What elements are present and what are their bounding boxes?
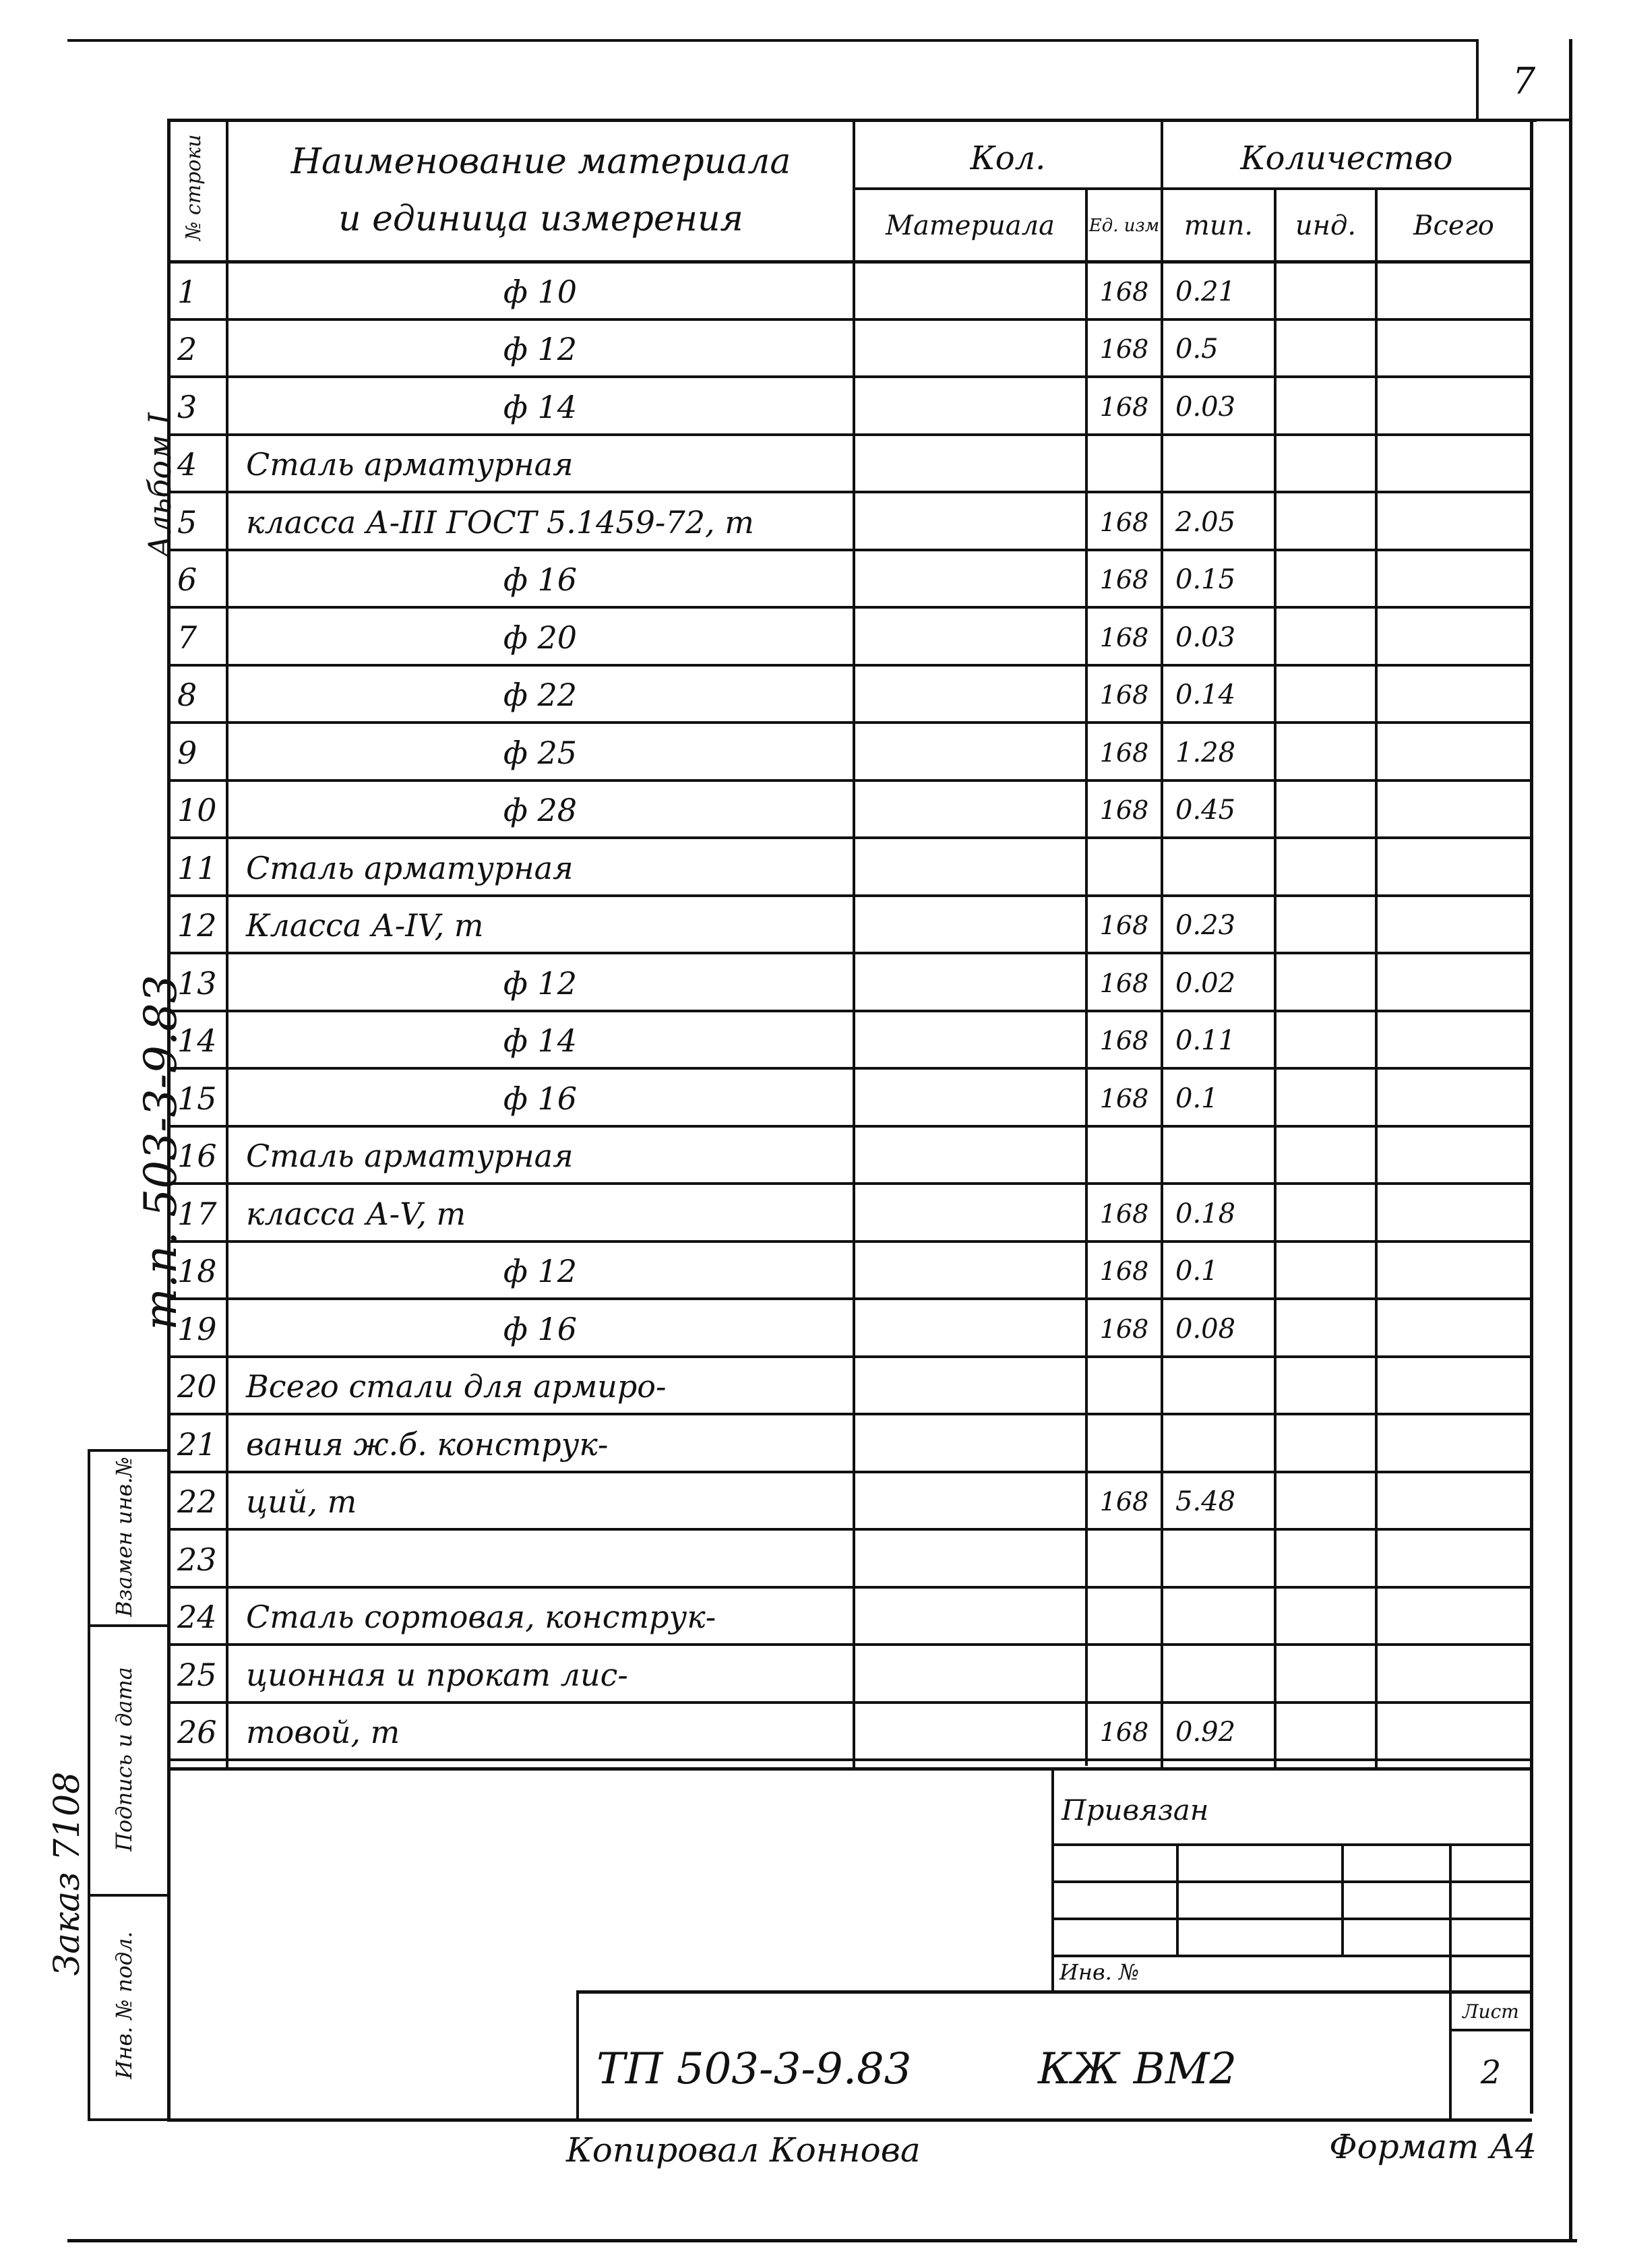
row-tip: 2.05	[1175, 506, 1236, 538]
row-name: ционная и прокат лис-	[246, 1656, 628, 1693]
row-unit: 168	[1099, 1314, 1149, 1344]
row-unit: 168	[1099, 1717, 1149, 1748]
table-row	[171, 667, 1530, 725]
header-ind: инд.	[1295, 210, 1357, 241]
header-total: Всего	[1413, 210, 1494, 241]
row-number: 20	[177, 1368, 217, 1405]
table-row	[171, 1185, 1530, 1243]
row-unit: 168	[1099, 680, 1149, 710]
row-unit: 168	[1099, 565, 1149, 595]
table-row	[171, 1531, 1530, 1589]
row-tip: 0.02	[1175, 967, 1236, 999]
stamp-code: ТП 503-3-9.83	[596, 2044, 912, 2094]
row-tip: 0.03	[1175, 391, 1236, 423]
row-unit: 168	[1099, 737, 1149, 768]
row-name: Сталь арматурная	[246, 446, 574, 483]
row-number: 24	[177, 1599, 217, 1636]
stamp-privyazan-left	[1051, 1769, 1054, 1991]
row-number: 14	[177, 1022, 217, 1060]
row-number: 2	[177, 331, 197, 368]
row-tip	[1163, 1132, 1286, 1182]
row-unit	[1088, 1362, 1161, 1412]
row-divider	[171, 1758, 1530, 1761]
row-unit	[1088, 1650, 1161, 1700]
row-unit: 168	[1099, 392, 1149, 422]
table-row	[171, 1358, 1530, 1416]
table-row	[171, 551, 1530, 609]
header-tip: тип.	[1183, 210, 1254, 241]
row-number: 26	[177, 1714, 217, 1751]
table-row	[171, 321, 1530, 379]
row-name: ф 12	[503, 1253, 578, 1290]
stamp-mark: КЖ ВМ2	[1038, 2044, 1237, 2094]
row-tip: 0.23	[1175, 910, 1236, 942]
header-kol: Кол.	[970, 140, 1046, 177]
row-unit: 168	[1099, 968, 1149, 998]
row-tip	[1163, 843, 1286, 893]
row-tip: 0.45	[1175, 795, 1236, 826]
table-row	[171, 1415, 1530, 1473]
header-ed-izm: Ед. изм	[1088, 216, 1160, 236]
row-unit: 168	[1099, 911, 1149, 941]
side-stamp-bottom	[88, 2118, 168, 2121]
row-unit	[1088, 843, 1161, 893]
stamp-col2-line	[1341, 1843, 1344, 1955]
row-name: Сталь сортовая, конструк-	[246, 1599, 716, 1636]
sheet-number: 7	[1512, 59, 1536, 102]
row-unit	[1088, 440, 1161, 490]
row-tip	[1163, 440, 1286, 490]
row-number: 16	[177, 1138, 217, 1175]
table-row	[171, 1128, 1530, 1186]
header-mid-line-kol	[853, 187, 1163, 190]
row-tip: 0.15	[1175, 564, 1236, 596]
row-tip	[1163, 1535, 1286, 1585]
row-tip: 0.14	[1175, 679, 1236, 711]
row-number: 23	[177, 1541, 217, 1578]
rows-bottom-line	[167, 1767, 1532, 1771]
table-row	[171, 609, 1530, 667]
header-row-no: № строки	[182, 134, 206, 241]
footer-format: Формат А4	[1329, 2127, 1537, 2166]
table-row	[171, 839, 1530, 897]
row-name: ф 12	[503, 331, 578, 368]
table-row	[171, 1012, 1530, 1070]
row-name: ф 16	[503, 1080, 578, 1117]
row-tip	[1163, 1593, 1286, 1643]
side-stamp-div2	[88, 1894, 168, 1897]
row-name: Сталь арматурная	[246, 849, 574, 886]
side-album-label: Альбом I	[142, 412, 178, 558]
table-row	[171, 1473, 1530, 1531]
header-mid-line-qty	[1163, 187, 1532, 190]
footer-copied: Копировал Коннова	[566, 2131, 921, 2170]
row-tip	[1163, 1419, 1286, 1469]
row-name: Класса А-IV, т	[246, 907, 484, 944]
row-tip: 0.03	[1175, 621, 1236, 653]
row-tip: 0.08	[1175, 1313, 1236, 1345]
row-name: ций, т	[246, 1483, 357, 1521]
row-name: ф 16	[503, 561, 578, 599]
row-number: 1	[177, 273, 197, 310]
table-row	[171, 1646, 1530, 1704]
table-row	[171, 436, 1530, 494]
row-tip: 1.28	[1175, 737, 1236, 768]
row-unit	[1088, 1419, 1161, 1469]
table-row	[171, 954, 1530, 1012]
row-name: класса А-V, т	[246, 1195, 466, 1232]
table-row	[171, 378, 1530, 436]
stamp-list-mid	[1449, 2029, 1532, 2031]
row-number: 18	[177, 1253, 217, 1290]
row-number: 12	[177, 907, 217, 944]
side-vzamen-label: Взамен инв.№	[111, 1457, 137, 1617]
stamp-privyazan: Привязан	[1061, 1793, 1209, 1827]
header-qty: Количество	[1240, 140, 1453, 177]
table-row	[171, 724, 1530, 782]
stamp-row2-line	[1053, 1880, 1533, 1883]
row-unit: 168	[1099, 1198, 1149, 1229]
table-row	[171, 782, 1530, 840]
side-podpis-label: Подпись и дата	[111, 1667, 137, 1851]
row-name: ф 16	[503, 1310, 578, 1347]
table-row	[171, 263, 1530, 321]
row-name: ф 20	[503, 619, 578, 656]
stamp-main-top	[576, 1990, 1532, 1994]
row-number: 3	[177, 388, 197, 425]
table-row	[171, 493, 1530, 551]
row-number: 15	[177, 1080, 217, 1117]
stamp-main-left	[576, 1990, 579, 2120]
header-material: Материала	[886, 210, 1055, 241]
row-name: ф 25	[503, 734, 578, 771]
side-tp-label: т.п. 503-3-9.83	[135, 975, 187, 1330]
row-unit: 168	[1099, 507, 1149, 537]
row-tip: 0.11	[1175, 1025, 1236, 1057]
row-tip: 0.1	[1175, 1082, 1219, 1114]
row-number: 10	[177, 792, 217, 829]
row-tip: 0.18	[1175, 1198, 1236, 1229]
row-unit: 168	[1099, 276, 1149, 307]
row-number: 21	[177, 1426, 217, 1463]
row-tip: 0.5	[1175, 334, 1219, 365]
stamp-row3-line	[1053, 1918, 1533, 1920]
row-tip: 0.21	[1175, 276, 1236, 307]
stamp-col1-line	[1176, 1843, 1179, 1955]
row-name	[228, 1535, 869, 1585]
row-name: Всего стали для армиро-	[246, 1368, 667, 1405]
row-name: ф 14	[503, 388, 578, 425]
row-unit: 168	[1099, 795, 1149, 826]
frame-bottom-line	[67, 2239, 1577, 2242]
row-unit: 168	[1099, 1487, 1149, 1517]
row-name: класса А-III ГОСТ 5.1459-72, т	[246, 503, 754, 541]
row-name: ф 28	[503, 792, 578, 829]
row-name: ф 10	[503, 273, 578, 310]
row-number: 17	[177, 1195, 217, 1232]
header-name-line1: Наименование материала	[290, 142, 791, 182]
table-row	[171, 1704, 1530, 1762]
row-name: Сталь арматурная	[246, 1138, 574, 1175]
row-number: 19	[177, 1310, 217, 1347]
row-number: 13	[177, 964, 217, 1002]
row-unit	[1088, 1535, 1161, 1585]
row-name: ф 12	[503, 964, 578, 1002]
row-number: 6	[177, 561, 197, 599]
table-top-line	[167, 119, 1537, 122]
table-row	[171, 1300, 1530, 1358]
table-row	[171, 897, 1530, 955]
row-tip	[1163, 1362, 1286, 1412]
stamp-inv-no: Инв. №	[1059, 1959, 1140, 1985]
side-stamp-div1	[88, 1624, 168, 1627]
table-row	[171, 1589, 1530, 1647]
stamp-list-no: 2	[1480, 2054, 1502, 2091]
row-unit: 168	[1099, 1026, 1149, 1056]
row-number: 22	[177, 1483, 217, 1521]
table-row	[171, 1243, 1530, 1301]
row-name: товой, т	[246, 1714, 400, 1751]
row-unit	[1088, 1132, 1161, 1182]
row-number: 25	[177, 1656, 217, 1693]
row-tip	[1163, 1650, 1286, 1700]
row-number: 7	[177, 619, 197, 656]
row-number: 8	[177, 677, 197, 714]
row-tip: 0.92	[1175, 1717, 1236, 1748]
frame-top-line	[67, 39, 1476, 42]
row-name: вания ж.б. конструк-	[246, 1426, 609, 1463]
row-tip: 5.48	[1175, 1486, 1236, 1518]
row-number: 5	[177, 503, 197, 541]
side-order-label: Заказ 7108	[47, 1771, 88, 1976]
stamp-list-label: Лист	[1463, 2000, 1519, 2023]
row-unit: 168	[1099, 1256, 1149, 1287]
row-number: 11	[177, 849, 217, 886]
row-name: ф 14	[503, 1022, 578, 1060]
side-inv-label: Инв. № подл.	[111, 1931, 137, 2079]
header-name-line2: и единица измерения	[338, 199, 743, 239]
table-row	[171, 1070, 1530, 1128]
stamp-row1-line	[1053, 1843, 1533, 1846]
row-unit	[1088, 1593, 1161, 1643]
row-number: 4	[177, 446, 197, 483]
row-unit: 168	[1099, 622, 1149, 652]
row-name: ф 22	[503, 677, 578, 714]
stamp-col3-line	[1449, 1843, 1452, 1992]
row-unit: 168	[1099, 1083, 1149, 1113]
row-unit: 168	[1099, 334, 1149, 365]
row-number: 9	[177, 734, 197, 771]
row-tip: 0.1	[1175, 1256, 1219, 1287]
frame-right-line	[1569, 39, 1572, 2242]
table-right-line	[1530, 119, 1533, 2114]
